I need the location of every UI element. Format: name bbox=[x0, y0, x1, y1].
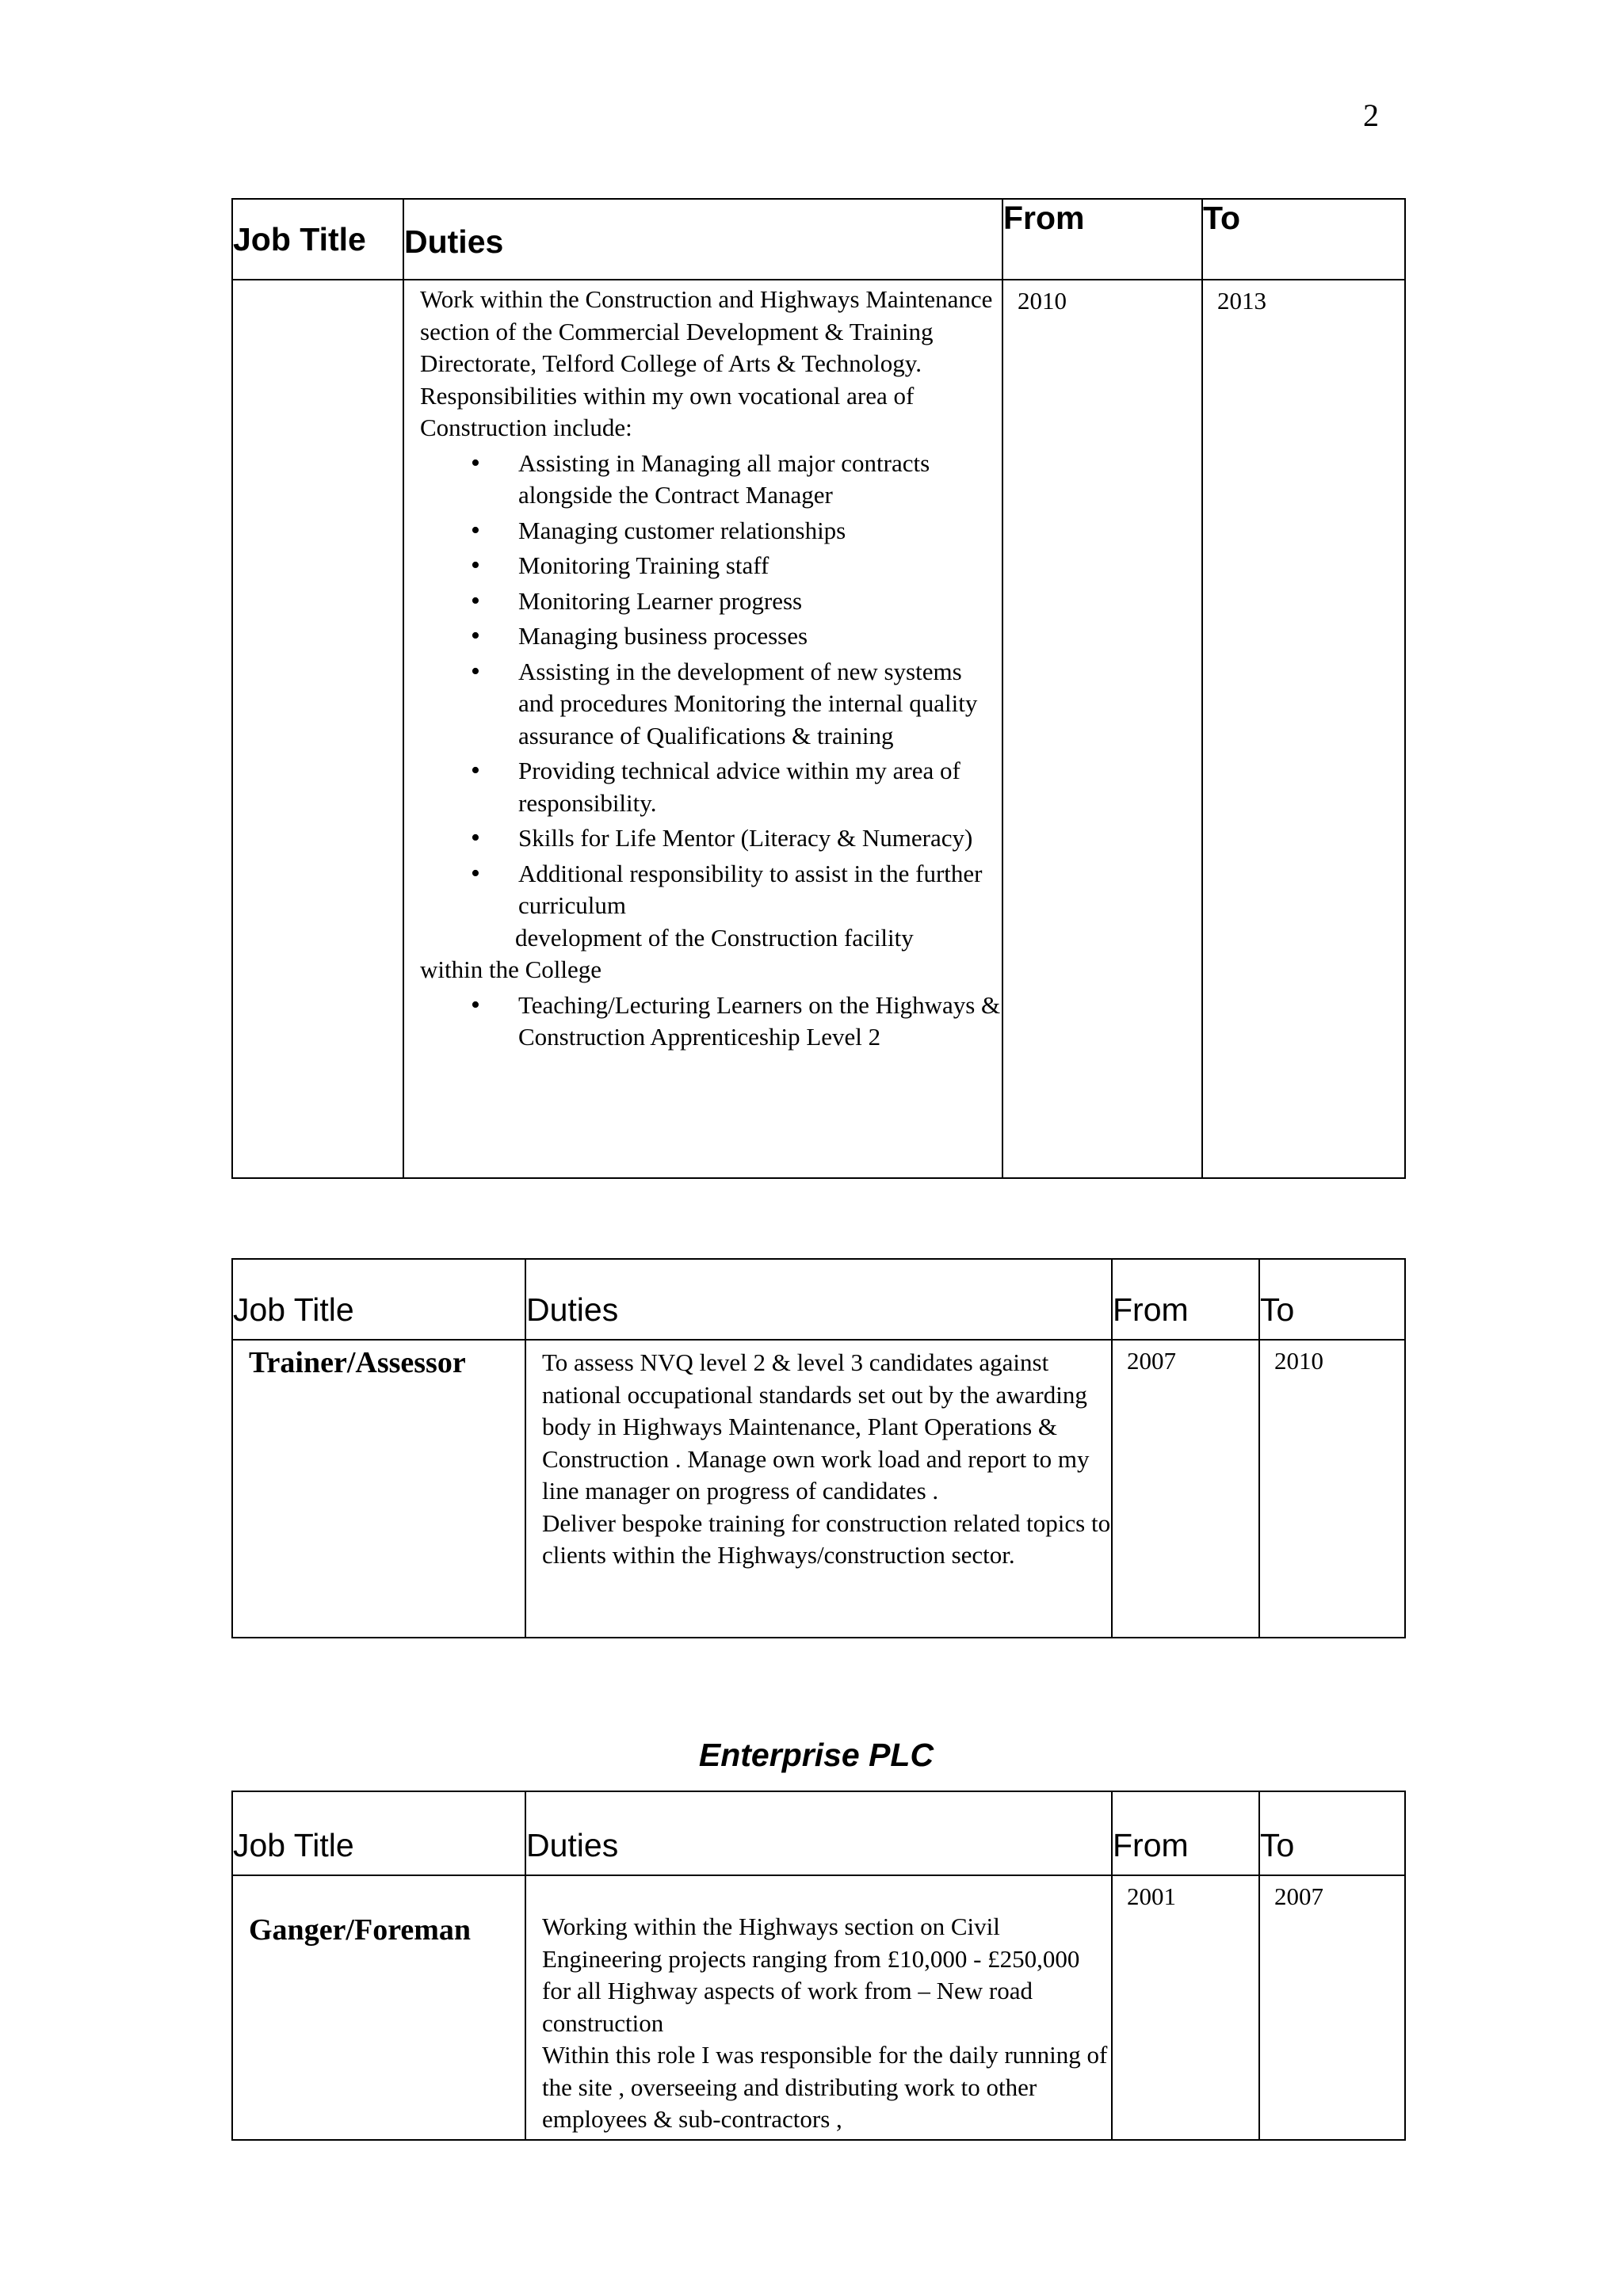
from-header: From bbox=[1112, 1259, 1259, 1340]
duties-header: Duties bbox=[525, 1259, 1112, 1340]
duties-intro: Work within the Construction and Highways Maintenance section of the Commercial Development & Training Directorate, Telford College of Arts & Technology. Responsibilities within my own vocational area of Construction include: bbox=[420, 285, 993, 441]
duties-list bbox=[420, 990, 1002, 1054]
job-title-header: Job Title bbox=[232, 1791, 525, 1875]
job-table-2 bbox=[231, 1258, 1406, 1638]
duties-cell bbox=[525, 1875, 1112, 2140]
job-table-3 bbox=[231, 1791, 1406, 2141]
list-item: • Assisting in the development of new systems and procedures Monitoring the internal quality assurance of Qualifications & training bbox=[518, 656, 1002, 753]
list-item: • Managing business processes bbox=[518, 620, 1002, 653]
job-title-cell bbox=[232, 280, 403, 1178]
from-header: From bbox=[1002, 199, 1202, 280]
duties-header: Duties bbox=[403, 199, 1002, 280]
to-year: 2007 bbox=[1259, 1875, 1405, 2140]
list-item: • Teaching/Lecturing Learners on the Highways & Construction Apprenticeship Level 2 bbox=[518, 990, 1002, 1054]
duties-cell bbox=[525, 1340, 1112, 1638]
list-item: • Managing customer relationships bbox=[518, 515, 1002, 547]
duties-continuation: development of the Construction facility bbox=[515, 923, 914, 952]
job-title-cell: Trainer/Assessor bbox=[232, 1340, 525, 1638]
to-header: To bbox=[1202, 199, 1405, 280]
duties-paragraph: Within this role I was responsible for the daily running of the site , overseeing and distributing work to other employees & sub-contractors , bbox=[542, 2041, 1108, 2133]
list-item: • Monitoring Training staff bbox=[518, 550, 1002, 582]
duties-header: Duties bbox=[525, 1791, 1112, 1875]
duties-paragraph: Deliver bespoke training for construction related topics to clients within the Highways/construction sector. bbox=[542, 1508, 1111, 1569]
list-item: • Monitoring Learner progress bbox=[518, 585, 1002, 618]
list-item: • Additional responsibility to assist in the further curriculum bbox=[518, 858, 1002, 922]
list-item: • Providing technical advice within my area of responsibility. bbox=[518, 755, 1002, 819]
duties-continuation: within the College bbox=[420, 955, 602, 983]
company-heading: Enterprise PLC bbox=[698, 1737, 934, 1773]
list-item: • Skills for Life Mentor (Literacy & Numeracy) bbox=[518, 822, 1002, 855]
to-year: 2010 bbox=[1259, 1340, 1405, 1638]
from-year: 2001 bbox=[1112, 1875, 1259, 2140]
job-table-1 bbox=[231, 198, 1406, 1179]
duties-paragraph: Working within the Highways section on Civil Engineering projects ranging from £10,000 - £250,000 for all Highway aspects of work from – New road construction bbox=[542, 1913, 1080, 2037]
page-number: 2 bbox=[1363, 97, 1379, 133]
to-year: 2013 bbox=[1202, 280, 1405, 1178]
duties-paragraph: To assess NVQ level 2 & level 3 candidates against national occupational standards set out by the awarding body in Highways Maintenance, Plant Operations & Construction . Manage own work load and report to my line manager on progress of candidates . bbox=[542, 1348, 1090, 1505]
duties-cell bbox=[403, 280, 1002, 1178]
duties-list bbox=[420, 448, 1002, 922]
from-year: 2007 bbox=[1112, 1340, 1259, 1638]
job-title-header: Job Title bbox=[232, 199, 403, 280]
to-header: To bbox=[1259, 1791, 1405, 1875]
to-header: To bbox=[1259, 1259, 1405, 1340]
job-title-header: Job Title bbox=[232, 1259, 525, 1340]
job-title-cell: Ganger/Foreman bbox=[232, 1875, 525, 2140]
from-year: 2010 bbox=[1002, 280, 1202, 1178]
from-header: From bbox=[1112, 1791, 1259, 1875]
list-item: • Assisting in Managing all major contracts alongside the Contract Manager bbox=[518, 448, 1002, 512]
